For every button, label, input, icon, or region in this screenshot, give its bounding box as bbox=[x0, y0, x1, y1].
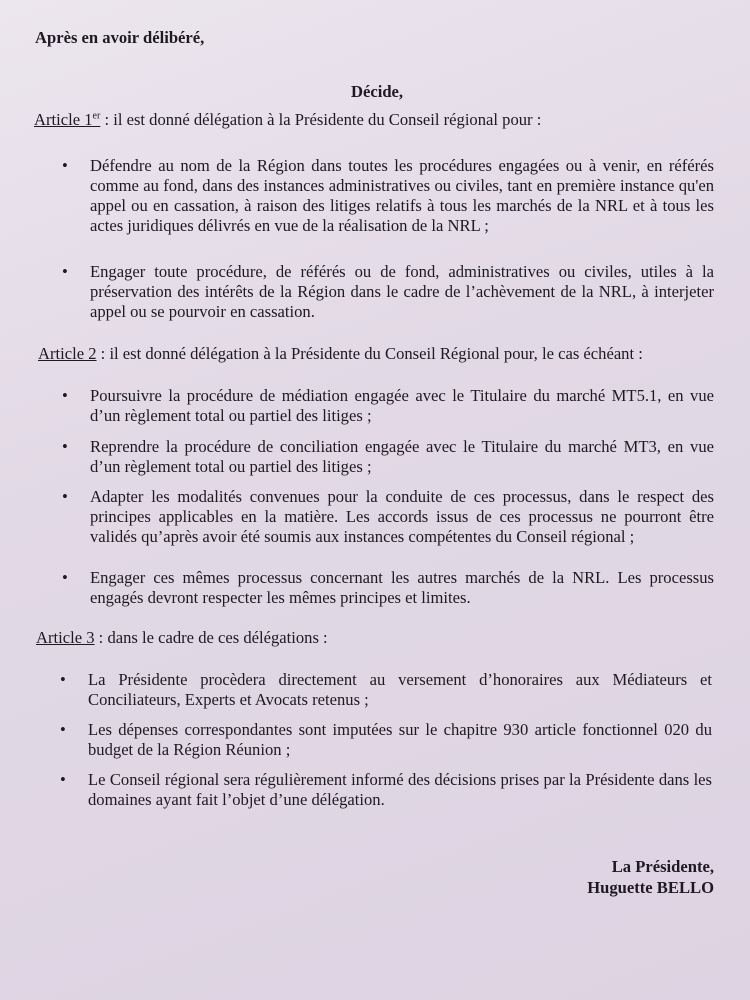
list-item-text: Adapter les modalités convenues pour la conduite de ces processus, dans le respect des principes applicables en la matière. Les accords issus de ces processus ne pourront être validés qu’après avoir été soumis aux instances compétentes du Conseil régional ; bbox=[90, 487, 714, 546]
article-1-heading bbox=[34, 110, 541, 130]
bullet-icon: • bbox=[62, 487, 68, 506]
article-1-label bbox=[34, 110, 100, 129]
bullet-icon: • bbox=[60, 770, 66, 789]
list-item-text: Poursuivre la procédure de médiation engagée avec le Titulaire du marché MT5.1, en vue d’un règlement total ou partiel des litiges ; bbox=[90, 386, 714, 425]
bullet-icon: • bbox=[60, 670, 66, 689]
article-3-heading bbox=[36, 628, 328, 648]
list-item-text: Reprendre la procédure de conciliation engagée avec le Titulaire du marché MT3, en vue d’un règlement total ou partiel des litiges ; bbox=[90, 437, 714, 476]
article-1-intro: : il est donné délégation à la Présidente du Conseil régional pour : bbox=[100, 110, 542, 129]
article-2-intro: : il est donné délégation à la Présidente du Conseil Régional pour, le cas échéant : bbox=[96, 344, 643, 363]
list-item-text: Engager ces mêmes processus concernant les autres marchés de la NRL. Les processus engagés devront respecter les mêmes principes et limites. bbox=[90, 568, 714, 607]
article-1-label-text: Article 1 bbox=[34, 110, 93, 129]
list-item-text: La Présidente procèdera directement au versement d’honoraires aux Médiateurs et Conciliateurs, Experts et Avocats retenus ; bbox=[88, 670, 712, 709]
bullet-icon: • bbox=[62, 437, 68, 456]
bullet-icon: • bbox=[62, 568, 68, 587]
article-2-label: Article 2 bbox=[38, 344, 97, 363]
list-item-text: Engager toute procédure, de référés ou de fond, administratives ou civiles, utiles à la préservation des intérêts de la Région dans le cadre de l’achèvement de la NRL, à interjeter appel ou se pourvoir en cassation. bbox=[90, 262, 714, 321]
article-1-sup: er bbox=[92, 110, 101, 122]
list-item-text: Le Conseil régional sera régulièrement informé des décisions prises par la Présidente dans les domaines ayant fait l’objet d’une délégation. bbox=[88, 770, 712, 809]
signature-name: Huguette BELLO bbox=[587, 878, 714, 897]
article-3-intro: : dans le cadre de ces délégations : bbox=[94, 628, 328, 647]
list-item-text: Défendre au nom de la Région dans toutes les procédures engagées ou à venir, en référés comme au fond, dans des instances administratives ou civiles, tant en première instance qu'en appel ou en cassation, à raison des litiges relatifs à tous les marchés de la NRL et à tous les actes juridiques délivrés en vue de la réalisation de la NRL ; bbox=[90, 156, 714, 235]
bullet-icon: • bbox=[60, 720, 66, 739]
signature-title: La Présidente, bbox=[611, 857, 714, 876]
bullet-icon: • bbox=[62, 156, 68, 175]
article-3-label: Article 3 bbox=[36, 628, 95, 647]
list-item-text: Les dépenses correspondantes sont imputées sur le chapitre 930 article fonctionnel 020 du budget de la Région Réunion ; bbox=[88, 720, 712, 759]
preamble: Après en avoir délibéré, bbox=[35, 28, 205, 47]
bullet-icon: • bbox=[62, 386, 68, 405]
bullet-icon: • bbox=[62, 262, 68, 281]
decision-heading: Décide, bbox=[351, 82, 404, 101]
article-2-heading bbox=[38, 344, 643, 364]
